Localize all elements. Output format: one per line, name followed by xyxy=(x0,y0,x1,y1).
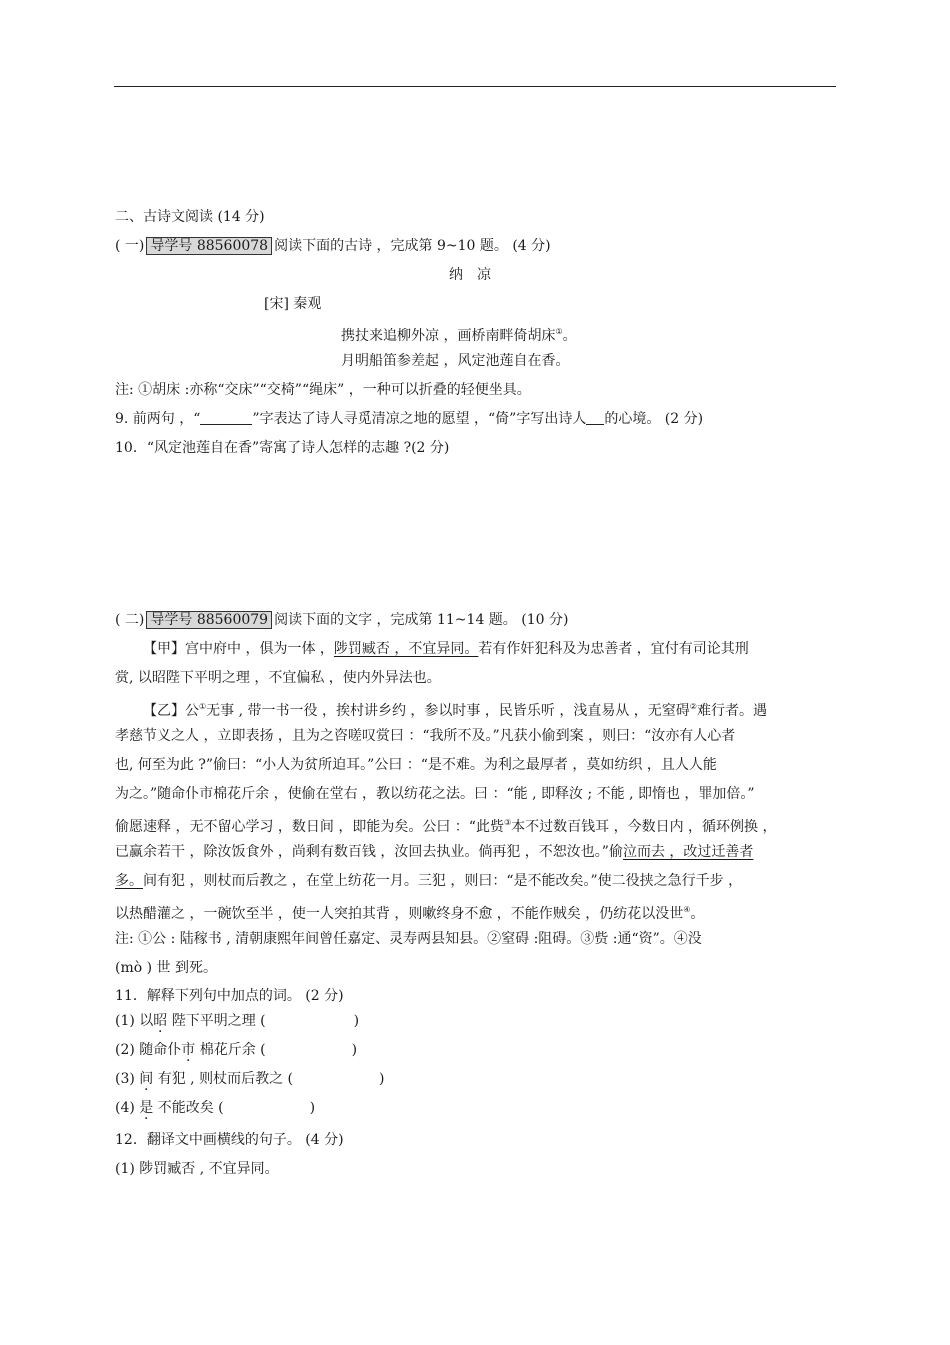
q11-1-text-a: (1) 以 xyxy=(115,1013,154,1029)
part2-guide-badge: 导学号 88560079 xyxy=(146,611,272,629)
passage-yi-line-5 xyxy=(115,814,777,836)
q11-1-text-b: 陛下平明之理 ( xyxy=(167,1013,266,1029)
q11-2-close: ) xyxy=(351,1042,358,1058)
jia-text-a: 【甲】宫中府中 ，俱为一体 ， xyxy=(143,641,334,657)
footnote-mark: ③ xyxy=(503,818,512,827)
question-10: 10．“风定池莲自在香”寄寓了诗人怎样的志趣 ?(2 分) xyxy=(115,440,450,456)
yi-7-underlined: 多。 xyxy=(115,873,143,889)
question-11: 11．解释下列句中加点的词。 (2 分) xyxy=(115,988,344,1004)
question-11-2 xyxy=(115,1041,357,1059)
dotted-word: 间 xyxy=(139,1071,154,1087)
passage-note-line-2: (mò ) 世 到死。 xyxy=(115,960,217,976)
q11-4-text-b: 不能改矣 ( xyxy=(153,1100,224,1116)
passage-jia-line-1 xyxy=(143,640,749,658)
poem-line-1-text: 携扙来追柳外凉 ，画桥南畔倚胡床 xyxy=(341,328,556,344)
q11-1-close: ) xyxy=(353,1013,360,1029)
yi-6-underlined: 泣而去 ，改过迁善者 xyxy=(622,844,754,860)
q11-4-close: ) xyxy=(309,1100,316,1116)
footnote-mark: ② xyxy=(689,702,697,711)
part2-instruction-line xyxy=(115,611,568,629)
q11-2-text-a: (2) 随命仆 xyxy=(115,1042,182,1058)
passage-yi-line-6 xyxy=(115,843,753,861)
footnote-mark: ① xyxy=(199,702,207,711)
q11-4-text-a: (4) xyxy=(115,1100,140,1116)
footnote-mark: ④ xyxy=(683,905,691,914)
header-rule xyxy=(114,86,836,87)
question-11-3 xyxy=(115,1070,384,1088)
question-11-1 xyxy=(115,1012,359,1030)
q9-text-c: 的心境。 (2 分) xyxy=(604,411,704,427)
passage-jia-line-2: 赏, 以昭陛下平明之理 ，不宜偏私 ，使内外异法也。 xyxy=(115,670,441,686)
passage-note-line-1: 注: ①公 : 陆稼书 , 清朝康熙年间曾任嘉定、灵寿两县知县。②窒碍 :阻碍。③赀 :通“资”。④没 xyxy=(115,931,702,947)
q11-3-text-a: (3) xyxy=(115,1071,140,1087)
question-11-4 xyxy=(115,1099,315,1117)
poem-line-1-end: 。 xyxy=(562,328,577,344)
poem-line-1 xyxy=(341,323,577,345)
q11-2-text-b: 棉花斤余 ( xyxy=(195,1042,266,1058)
passage-yi-line-1 xyxy=(143,698,767,720)
passage-yi-line-7 xyxy=(115,872,742,890)
dotted-word: 市 xyxy=(181,1042,196,1058)
poem-title: 纳 凉 xyxy=(449,267,491,283)
yi-5-text-b: 本不过数百钱耳 ，今数日内 ，循环例换 ， xyxy=(511,819,777,835)
jia-underlined: 陟罚臧否 ，不宜异同。 xyxy=(333,641,479,657)
jia-text-b: 若有作奸犯科及为忠善者 ，宜付有司论其刑 xyxy=(478,641,749,657)
q9-text-b: ”字表达了诗人寻觅清凉之地的愿望 ，“倚”字写出诗人 xyxy=(252,411,587,427)
passage-yi-line-2: 孝慈节义之人 ，立即表扬 ，且为之咨嗟叹赏曰 ：“我所不及。”凡获小偷到案 ，则曰：“汝亦有人心者 xyxy=(115,728,736,744)
passage-yi-line-3: 也, 何至为此 ?”偷曰：“小人为贫所迫耳。”公曰 ：“是不难。为利之最厚者 ，莫如纺织 ，且人人能 xyxy=(115,757,717,773)
question-9 xyxy=(115,410,703,428)
poem-note: 注: ①胡床 :亦称“交床”“交椅”“绳床” ，一种可以折叠的轻便坐具。 xyxy=(115,382,531,398)
poem-author: [宋] 秦观 xyxy=(264,296,322,312)
passage-yi-line-8 xyxy=(115,901,704,923)
poem-line-2: 月明船笛参差起 ，风定池莲自在香。 xyxy=(341,353,570,369)
question-12: 12．翻译文中画横线的句子。 (4 分) xyxy=(115,1132,344,1148)
dotted-word: 昭 xyxy=(153,1013,168,1029)
yi-text-b: 无事 , 带一书一役 ，挨村讲乡约 ，参以时事 ，民皆乐听 ，浅直易从 ，无窒碍 xyxy=(206,703,690,719)
yi-6-text-a: 已赢余若干 ，除汝饭食外 ，尚剩有数百钱 ，汝回去执业。倘再犯 ，不恕汝也。”偷 xyxy=(115,844,623,860)
part2-instruction: 阅读下面的文字 ，完成第 11~14 题。 (10 分) xyxy=(274,612,569,628)
part1-instruction: 阅读下面的古诗 ，完成第 9~10 题。 (4 分) xyxy=(274,238,551,254)
footnote-mark: ① xyxy=(555,327,563,336)
question-12-1: (1) 陟罚臧否 , 不宜异同。 xyxy=(115,1161,279,1177)
q11-3-close: ) xyxy=(379,1071,385,1087)
yi-text-c: 难行者。遇 xyxy=(696,703,767,719)
part1-prefix: ( 一) xyxy=(115,238,145,254)
dotted-word: 是 xyxy=(139,1100,154,1116)
yi-8-end: 。 xyxy=(690,906,705,922)
yi-text-a: 【乙】公 xyxy=(143,703,199,719)
q9-text-a: 9. 前两句 ，“ xyxy=(115,411,201,427)
part1-guide-badge: 导学号 88560078 xyxy=(146,237,272,255)
passage-yi-line-4: 为之。”随命仆市棉花斤余 ，使偷在堂右 ，教以纺花之法。曰 ：“能 , 即释汝 ; 不能 , 即惰也 ，罪加倍。” xyxy=(115,786,755,802)
q11-3-text-b: 有犯 , 则杖而后教之 ( xyxy=(153,1071,293,1087)
yi-5-text-a: 偷愿速释 ，无不留心学习 ，数日间 ，即能为矣。公曰 ：“此赀 xyxy=(115,819,504,835)
part1-instruction-line xyxy=(115,237,551,255)
part2-prefix: ( 二) xyxy=(115,612,145,628)
yi-7-text-b: 间有犯 ，则杖而后教之 ，在堂上纺花一月。三犯 ，则曰：“是不能改矣。”使二役挟之急行千步 ， xyxy=(143,873,743,889)
yi-8-text: 以热醋灌之 ，一碗饮至半 ，使一人突拍其背 ，则嗽终身不愈 ，不能作贼矣 ，仍纺花以没世 xyxy=(115,906,684,922)
answer-blank[interactable] xyxy=(200,410,252,425)
answer-blank[interactable] xyxy=(586,410,604,425)
section-heading: 二、古诗文阅读 (14 分) xyxy=(115,209,265,225)
